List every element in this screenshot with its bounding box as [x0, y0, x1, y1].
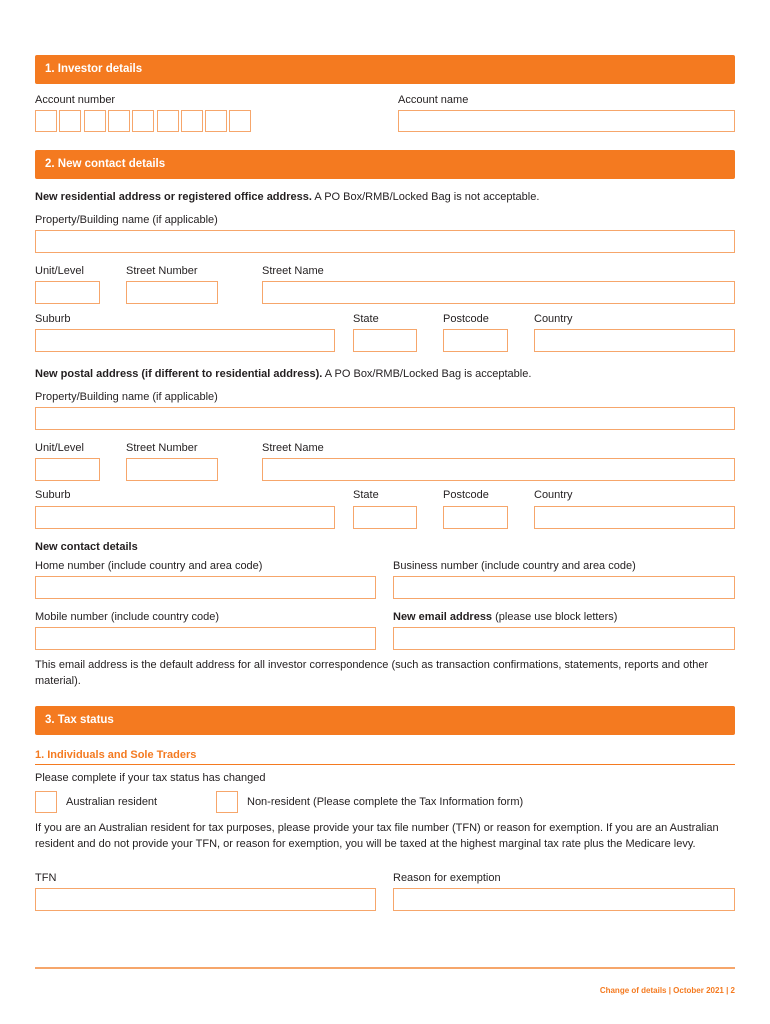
subheading-divider	[35, 764, 735, 765]
residential-country-label: Country	[534, 313, 573, 325]
email-label-bold: New email address	[393, 611, 493, 623]
account-number-digit-1[interactable]	[35, 110, 57, 132]
residential-property-label: Property/Building name (if applicable)	[35, 214, 218, 226]
postal-street-number-field[interactable]	[126, 458, 218, 481]
section-title: 2. New contact details	[45, 158, 166, 170]
account-number-digit-6[interactable]	[157, 110, 179, 132]
tfn-label: TFN	[35, 872, 57, 884]
account-number-digit-9[interactable]	[229, 110, 251, 132]
home-number-label: Home number (include country and area code)	[35, 560, 263, 572]
residential-street-number-label: Street Number	[126, 265, 198, 277]
residential-suburb-field[interactable]	[35, 329, 335, 352]
account-number-digit-2[interactable]	[59, 110, 81, 132]
postal-postcode-field[interactable]	[443, 506, 508, 529]
footer-divider	[35, 967, 735, 969]
tax-instruction: Please complete if your tax status has changed	[35, 772, 266, 784]
tfn-note: If you are an Australian resident for tax purposes, please provide your tax file number (TFN) or reason for exemption. If you are an Australian resident and do not provide your TFN, or reason for exemption, you will be taxed at the highest marginal tax rate plus the Medicare levy.	[35, 822, 719, 850]
postal-suburb-label: Suburb	[35, 489, 71, 501]
postal-state-label: State	[353, 489, 379, 501]
postal-street-number-label: Street Number	[126, 442, 198, 454]
postal-unit-label: Unit/Level	[35, 442, 84, 454]
residential-heading-rest: A PO Box/RMB/Locked Bag is not acceptable.	[311, 191, 540, 203]
non-resident-checkbox[interactable]	[216, 791, 238, 813]
postal-postcode-label: Postcode	[443, 489, 489, 501]
postal-suburb-field[interactable]	[35, 506, 335, 529]
account-number-digit-3[interactable]	[84, 110, 106, 132]
residential-heading-bold: New residential address or registered office address.	[35, 191, 312, 203]
email-field[interactable]	[393, 627, 735, 650]
business-number-label: Business number (include country and area code)	[393, 560, 636, 572]
business-number-field[interactable]	[393, 576, 735, 599]
postal-street-name-label: Street Name	[262, 442, 324, 454]
australian-resident-checkbox[interactable]	[35, 791, 57, 813]
account-number-digit-7[interactable]	[181, 110, 203, 132]
residential-unit-field[interactable]	[35, 281, 100, 304]
postal-street-name-field[interactable]	[262, 458, 735, 481]
postal-country-field[interactable]	[534, 506, 735, 529]
section-title: 1. Investor details	[45, 63, 143, 75]
mobile-number-field[interactable]	[35, 627, 376, 650]
account-number-digit-4[interactable]	[108, 110, 130, 132]
individuals-subheading: 1. Individuals and Sole Traders	[35, 749, 197, 761]
residential-suburb-label: Suburb	[35, 313, 71, 325]
footer-text: Change of details | October 2021 | 2	[599, 986, 735, 995]
account-number-digit-8[interactable]	[205, 110, 227, 132]
residential-address-heading	[35, 191, 539, 204]
postal-unit-field[interactable]	[35, 458, 100, 481]
email-label	[393, 611, 617, 624]
residential-country-field[interactable]	[534, 329, 735, 352]
postal-state-field[interactable]	[353, 506, 417, 529]
tfn-field[interactable]	[35, 888, 376, 911]
residential-street-number-field[interactable]	[126, 281, 218, 304]
section-investor-details-header	[35, 55, 735, 84]
account-name-field[interactable]	[398, 110, 735, 132]
section-new-contact-header	[35, 150, 735, 179]
residential-unit-label: Unit/Level	[35, 265, 84, 277]
postal-heading-bold: New postal address (if different to residential address).	[35, 368, 323, 380]
residential-postcode-field[interactable]	[443, 329, 508, 352]
residential-street-name-field[interactable]	[262, 281, 735, 304]
section-title: 3. Tax status	[45, 714, 114, 726]
exemption-label: Reason for exemption	[393, 872, 501, 884]
postal-heading-rest: A PO Box/RMB/Locked Bag is acceptable.	[322, 368, 532, 380]
account-number-digit-5[interactable]	[132, 110, 154, 132]
email-note: This email address is the default address for all investor correspondence (such as transaction confirmations, statements, reports and other material).	[35, 659, 709, 687]
residential-property-field[interactable]	[35, 230, 735, 253]
residential-street-name-label: Street Name	[262, 265, 324, 277]
postal-property-label: Property/Building name (if applicable)	[35, 391, 218, 403]
postal-address-heading	[35, 368, 531, 381]
home-number-field[interactable]	[35, 576, 376, 599]
residential-state-field[interactable]	[353, 329, 417, 352]
australian-resident-label: Australian resident	[66, 796, 158, 808]
non-resident-label: Non-resident (Please complete the Tax Information form)	[247, 796, 524, 808]
section-tax-status-header	[35, 706, 735, 735]
account-name-label: Account name	[398, 94, 469, 106]
exemption-field[interactable]	[393, 888, 735, 911]
postal-country-label: Country	[534, 489, 573, 501]
residential-state-label: State	[353, 313, 379, 325]
account-number-label: Account number	[35, 94, 116, 106]
email-label-rest: (please use block letters)	[492, 611, 618, 623]
postal-property-field[interactable]	[35, 407, 735, 430]
residential-postcode-label: Postcode	[443, 313, 489, 325]
mobile-number-label: Mobile number (include country code)	[35, 611, 220, 623]
contact-details-heading: New contact details	[35, 541, 138, 553]
